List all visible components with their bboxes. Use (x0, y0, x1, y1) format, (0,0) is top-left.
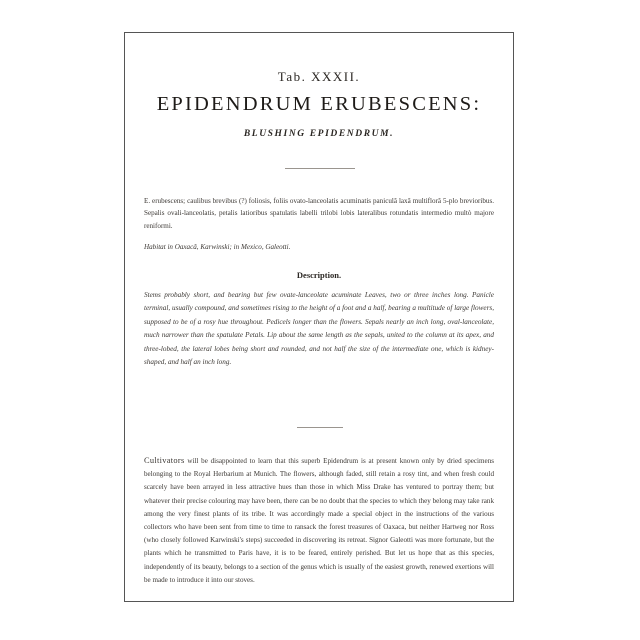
cultivation-text: will be disappointed to learn that this superb Epidendrum is at present known only by dried specimens belonging to the Royal Herbarium at Munich. The flowers, although faded, still retain a rosy tint, and when fresh could scarcely have been arrayed in less attractive hues than those in which Miss Drake has ventured to portray them; but whatever their precise colouring may have been, there can be no doubt that the species to which they belong may take rank among the very finest plants of its tribe. It was accordingly made a special object in the instructions of the various collectors who have been sent from time to time to ransack the forest treasures of Oaxaca, but neither Hartweg nor Ross (who closely followed Karwinski's steps) succeeded in discovering its retreat. Signor Galeotti was more fortunate, but the plants which he transmitted to Paris have, it is to be feared, entirely perished. But let us hope that as this species, independently of its beauty, belongs to a section of the genus which is usually of the easiest growth, renewed exertions will be made to introduce it into our stoves. (144, 457, 494, 584)
divider-rule (297, 427, 343, 428)
common-name-subtitle: BLUSHING EPIDENDRUM. (243, 129, 395, 139)
document-page (124, 32, 514, 602)
latin-diagnosis: E. erubescens; caulibus brevibus (?) foliosis, foliis ovato-lanceolatis acuminatis paniculâ laxâ multiflorâ 5-plo brevioribus. Sepalis ovali-lanceolatis, petalis latioribus spatulatis labelli trilobi lobis lateralibus rotundatis intermedio multò majore reniformi. (144, 197, 494, 230)
plate-number: Tab. XXXII. (277, 69, 361, 84)
description-paragraph: Stems probably short, and bearing but few ovate-lanceolate acuminate Leaves, two or three inches long. Panicle terminal, usually compound, and sometimes rising to the height of a foot and a half, bearing a multitude of large flowers, supposed to be of a rosy hue throughout. Pedicels longer than the flowers. Sepals nearly an inch long, oval-lanceolate, much narrower than the spatulate Petals. Lip about the same length as the sepals, united to the column at its apex, and three-lobed, the lateral lobes being short and rounded, and not half the size of the intermediate one, which is kidney-shaped, and half an inch long. (144, 291, 494, 367)
page-title: EPIDENDRUM ERUBESCENS: (156, 93, 482, 115)
divider-rule (285, 168, 355, 169)
cultivators-lead-word: Cultivators (144, 456, 185, 465)
habitat-line: Habitat in Oaxacâ, Karwinski; in Mexico, Galeotti. (144, 243, 291, 251)
description-heading: Description. (296, 270, 342, 280)
cultivation-paragraph (144, 454, 494, 587)
